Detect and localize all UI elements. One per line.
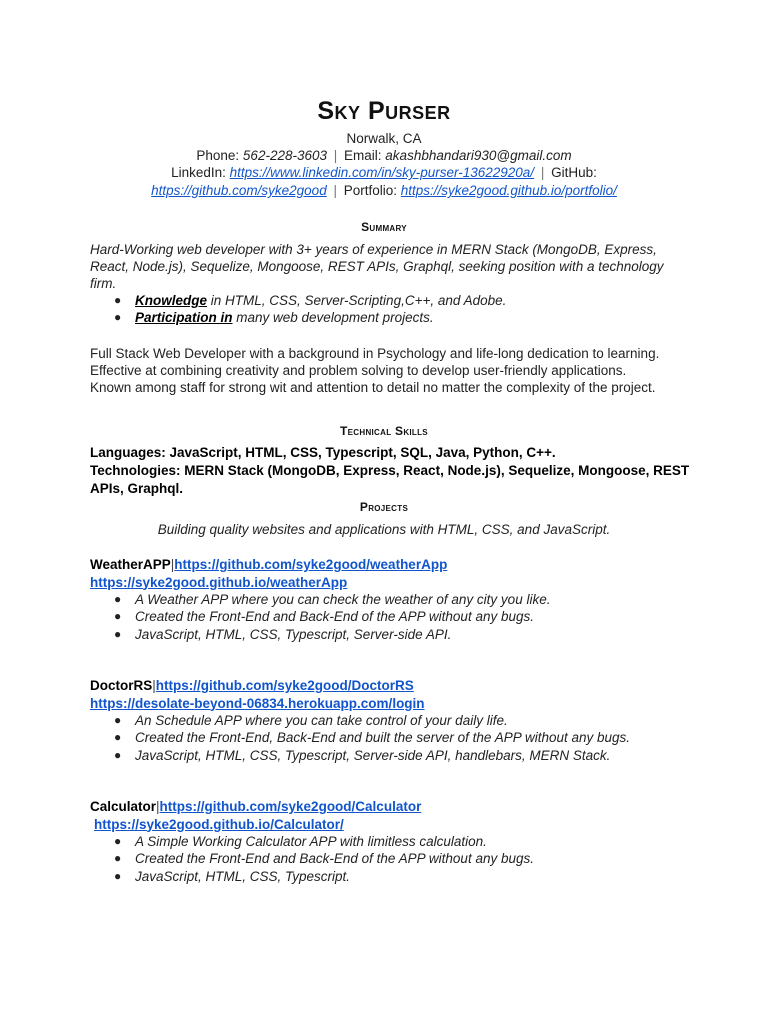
candidate-name: Sky Purser xyxy=(317,97,451,125)
list-item xyxy=(90,292,506,309)
separator: | xyxy=(152,678,156,693)
project-title-line xyxy=(90,798,534,816)
projects-heading: Projects xyxy=(359,500,409,514)
bullet-text: many web development projects. xyxy=(232,310,434,326)
list-item xyxy=(90,747,630,764)
project-name: Calculator xyxy=(90,799,157,814)
project-live-link[interactable]: https://syke2good.github.io/Calculator/ xyxy=(94,816,344,832)
project-title-line xyxy=(90,556,550,574)
portfolio-label: Portfolio: xyxy=(339,183,401,198)
list-item xyxy=(90,626,550,643)
portfolio-link[interactable]: https://syke2good.github.io/portfolio/ xyxy=(400,183,617,198)
project-repo-link[interactable]: https://github.com/syke2good/Calculator xyxy=(159,799,422,814)
bullet-text: An Schedule APP where you can take control of your daily life. xyxy=(135,713,508,728)
skills-block xyxy=(90,444,689,498)
phone-label: Phone: xyxy=(196,148,243,163)
location: Norwalk, CA xyxy=(346,131,422,146)
email-address[interactable]: akashbhandari930@gmail.com xyxy=(385,148,572,163)
list-item xyxy=(90,309,506,326)
project-live-link[interactable]: https://desolate-beyond-06834.herokuapp.com/login xyxy=(90,695,425,711)
bullet-dot: ● xyxy=(114,592,122,606)
bullet-text: JavaScript, HTML, CSS, Typescript. xyxy=(135,868,351,884)
bullet-text: in HTML, CSS, Server-Scripting,C++, and Adobe. xyxy=(207,293,507,308)
bullet-lead: Knowledge xyxy=(135,293,208,308)
github-portfolio-line xyxy=(0,182,768,199)
bullet-dot: ● xyxy=(114,293,122,307)
bullet-dot: ● xyxy=(114,310,122,325)
project-name: DoctorRS xyxy=(90,678,153,693)
bullet-dot: ● xyxy=(114,851,122,866)
project-live-line xyxy=(90,816,534,834)
paragraph-line: Full Stack Web Developer with a background in Psychology and life-long dedication to learning. xyxy=(90,346,660,361)
summary-heading: Summary xyxy=(361,220,407,234)
project-live-link[interactable]: https://syke2good.github.io/weatherApp xyxy=(90,574,348,590)
summary-intro xyxy=(90,241,664,293)
list-item xyxy=(90,591,550,608)
bullet-dot: ● xyxy=(114,747,122,762)
bullet-text: Created the Front-End, Back-End and built the server of the APP without any bugs. xyxy=(135,730,631,746)
separator: | xyxy=(170,557,175,572)
bullet-text: JavaScript, HTML, CSS, Typescript, Server-side API. xyxy=(135,626,452,642)
separator: | xyxy=(540,165,545,180)
separator: | xyxy=(156,799,160,814)
paragraph-line: Known among staff for strong wit and attention to detail no matter the complexity of the project. xyxy=(90,380,656,396)
project-live-line xyxy=(90,574,550,592)
bullet-text: Created the Front-End and Back-End of the APP without any bugs. xyxy=(135,609,534,625)
bullet-text: A Weather APP where you can check the weather of any city you like. xyxy=(135,592,551,607)
bullet-lead: Participation in xyxy=(135,310,233,326)
paragraph-line: Effective at combining creativity and problem solving to develop user-friendly applications. xyxy=(90,363,627,379)
list-item xyxy=(90,729,630,746)
summary-intro-line: firm. xyxy=(90,276,117,292)
list-item xyxy=(90,608,550,625)
bullet-dot: ● xyxy=(114,609,122,624)
linkedin-label: LinkedIn: xyxy=(171,165,230,180)
email-label: Email: xyxy=(340,148,386,163)
phone-email-line xyxy=(0,147,768,164)
linkedin-link[interactable]: https://www.linkedin.com/in/sky-purser-13622920a/ xyxy=(229,165,535,180)
bullet-dot: ● xyxy=(114,730,122,745)
project-repo-link[interactable]: https://github.com/syke2good/weatherApp xyxy=(174,557,448,572)
list-item xyxy=(90,868,534,885)
technologies-line: APIs, Graphql. xyxy=(90,481,184,496)
projects-tagline: Building quality websites and applications with HTML, CSS, and JavaScript. xyxy=(157,522,611,537)
project-repo-link[interactable]: https://github.com/syke2good/DoctorRS xyxy=(155,678,414,693)
bullet-text: Created the Front-End and Back-End of the APP without any bugs. xyxy=(135,851,534,867)
summary-bullets xyxy=(90,292,506,327)
project-doctorrs xyxy=(90,677,630,764)
summary-paragraph xyxy=(90,345,659,397)
bullet-text: JavaScript, HTML, CSS, Typescript, Server-side API, handlebars, MERN Stack. xyxy=(135,747,611,763)
github-link[interactable]: https://github.com/syke2good xyxy=(151,183,327,198)
separator: | xyxy=(333,183,337,198)
github-label: GitHub: xyxy=(547,165,597,180)
linkedin-line xyxy=(0,164,768,181)
summary-intro-line: Hard-Working web developer with 3+ years of experience in MERN Stack (MongoDB, Express, xyxy=(90,242,657,257)
list-item xyxy=(90,850,534,867)
bullet-dot: ● xyxy=(114,868,122,883)
languages-line: Languages: JavaScript, HTML, CSS, Typescript, SQL, Java, Python, C++. xyxy=(90,445,556,460)
bullet-text: A Simple Working Calculator APP with limitless calculation. xyxy=(135,834,487,849)
project-name: WeatherAPP xyxy=(90,557,171,572)
skills-heading: Technical Skills xyxy=(340,424,428,438)
separator: | xyxy=(333,148,338,163)
technologies-line: Technologies: MERN Stack (MongoDB, Express, React, Node.js), Sequelize, Mongoose, REST xyxy=(90,463,690,478)
bullet-dot: ● xyxy=(114,834,122,848)
project-title-line xyxy=(90,677,630,695)
list-item xyxy=(90,833,534,850)
project-live-line xyxy=(90,695,630,713)
phone-number: 562-228-3603 xyxy=(242,148,327,163)
bullet-dot: ● xyxy=(114,713,122,727)
bullet-dot: ● xyxy=(114,626,122,641)
list-item xyxy=(90,712,630,729)
project-calculator xyxy=(90,798,534,885)
project-weatherapp xyxy=(90,556,550,643)
summary-intro-line: React, Node.js), Sequelize, Mongoose, REST APIs, Graphql, seeking position with a technology xyxy=(90,259,664,275)
